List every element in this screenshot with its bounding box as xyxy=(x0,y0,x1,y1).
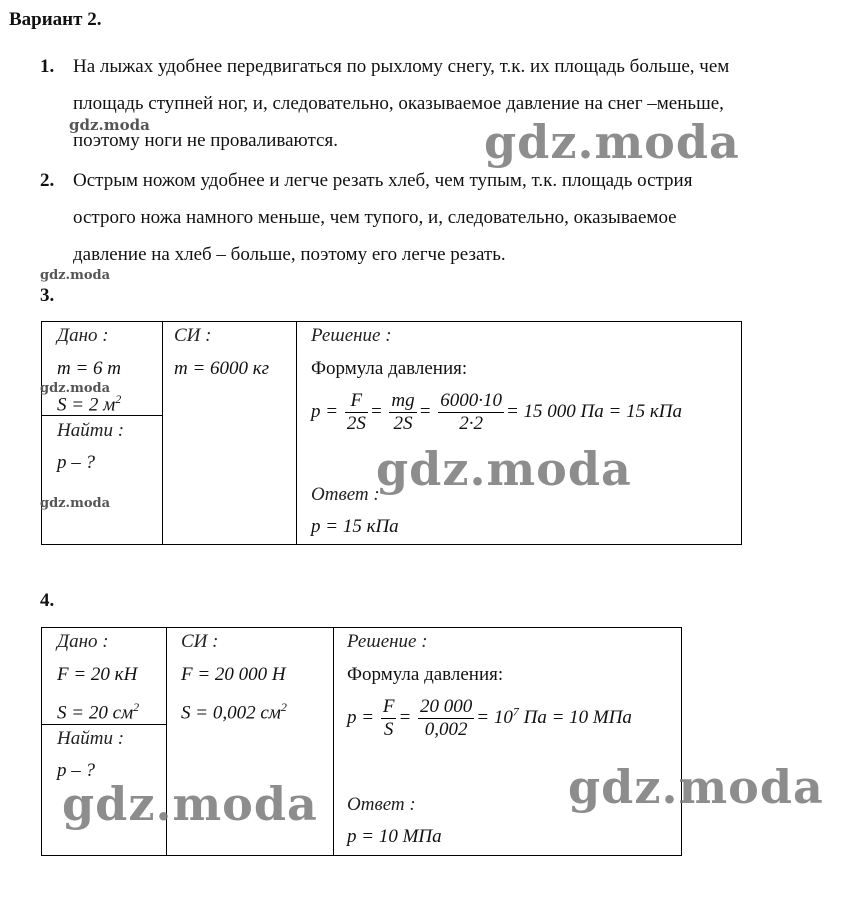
answer-1-line-3: поэтому ноги не проваливаются. xyxy=(73,130,338,151)
problem-4-given-area xyxy=(57,700,139,724)
problem-3-frac-1-den: 2S xyxy=(346,413,366,434)
problem-3-frac-2-num: mg xyxy=(391,390,415,411)
problem-3-answer-label: Ответ : xyxy=(311,484,380,505)
problem-3-dano-label: Дано : xyxy=(57,325,109,346)
problem-4-frac-2-den: 0,002 xyxy=(424,719,468,740)
problem-3-frac-2-den: 2S xyxy=(393,413,413,434)
problem-3-frac-3-den: 2·2 xyxy=(459,413,483,434)
problem-4-si-area-text: S = 0,002 см xyxy=(181,702,281,724)
problem-3-frac-1 xyxy=(345,390,368,435)
answer-1-line-2: площадь ступней ног, и, следовательно, оказываемое давление на снег –меньше, xyxy=(73,93,724,114)
problem-3-si-mass: m = 6000 кг xyxy=(174,358,270,379)
problem-4-answer-label: Ответ : xyxy=(347,794,416,815)
watermark: gdz.moda xyxy=(568,760,824,814)
problem-3-answer: p = 15 кПа xyxy=(311,516,399,537)
answer-1-line-1: На лыжах удобнее передвигаться по рыхлому снегу, т.к. их площадь больше, чем xyxy=(73,56,730,77)
problem-4-formula-label: Формула давления: xyxy=(347,664,504,685)
problem-3-divider xyxy=(296,321,297,544)
watermark: gdz.moda xyxy=(40,496,111,511)
problem-3-result: = 15 000 Па = 15 кПа xyxy=(505,400,682,422)
problem-4-si-area-sup: 2 xyxy=(280,700,287,714)
watermark: gdz.moda xyxy=(376,442,632,496)
problem-3-find-label: Найти : xyxy=(57,420,125,441)
problem-3-divider xyxy=(162,321,163,544)
watermark: gdz.moda xyxy=(40,268,111,283)
problem-4-frac-2-num: 20 000 xyxy=(420,696,473,717)
page-title: Вариант 2. xyxy=(9,9,102,30)
problem-4-p: p = xyxy=(347,706,375,728)
problem-4-si-label: СИ : xyxy=(181,631,219,652)
problem-4-frac-1 xyxy=(381,696,397,741)
problem-4-frac-2 xyxy=(418,696,474,741)
problem-3-frac-1-num: F xyxy=(345,390,368,413)
problem-4-result-sup: 7 xyxy=(512,704,519,719)
problem-3-given-area-text: S = 2 м xyxy=(57,394,116,416)
problem-4-given-area-text: S = 20 см xyxy=(57,702,134,724)
problem-4-si-force: F = 20 000 Н xyxy=(181,664,286,685)
answer-1-number: 1. xyxy=(40,56,55,77)
problem-4-given-area-sup: 2 xyxy=(133,700,140,714)
problem-4-si-area xyxy=(181,700,287,724)
problem-4-frac-1-den: S xyxy=(383,719,394,740)
problem-3-formula: p = $\frac{F}{2S}$ = $\frac{mg}{2S}$ = $\frac{6000\cdot 10}{2\cdot 2}$ = 15 000 Па = 15 кПа xyxy=(311,390,682,434)
problem-4-solution-label: Решение : xyxy=(347,631,428,652)
problem-4-number: 4. xyxy=(40,590,55,611)
answer-2-number: 2. xyxy=(40,170,55,191)
problem-3-formula-label: Формула давления: xyxy=(311,358,468,379)
problem-3-solution-label: Решение : xyxy=(311,325,392,346)
problem-4-dano-label: Дано : xyxy=(57,631,109,652)
answer-2-line-1: Острым ножом удобнее и легче резать хлеб, чем тупым, т.к. площадь острия xyxy=(73,170,693,191)
problem-3-given-mass: m = 6 т xyxy=(57,358,122,379)
watermark: gdz.moda xyxy=(40,381,111,396)
problem-4-answer: p = 10 МПа xyxy=(347,826,442,847)
problem-4-find: p – ? xyxy=(57,760,95,781)
problem-4-result-post: Па = 10 МПа xyxy=(518,706,632,728)
problem-3-find: p – ? xyxy=(57,452,95,473)
problem-4-formula: p = $\frac{F}{S}$ = $\frac{20 000}{0,002}$ = $10^7$ Па = 10 МПа xyxy=(347,696,632,740)
problem-3-frac-3-num: 6000·10 xyxy=(440,390,502,411)
problem-3-p: p = xyxy=(311,400,339,422)
problem-4-result-pre: = 10 xyxy=(476,706,513,728)
problem-4-divider xyxy=(333,627,334,855)
watermark: gdz.moda xyxy=(484,115,740,169)
answer-2-line-2: острого ножа намного меньше, чем тупого, и, следовательно, оказываемое xyxy=(73,207,677,228)
problem-4-given-force: F = 20 кН xyxy=(57,664,138,685)
watermark: gdz.moda xyxy=(62,777,318,831)
problem-4-find-label: Найти : xyxy=(57,728,125,749)
problem-3-frac-3 xyxy=(438,390,504,435)
watermark: gdz.moda xyxy=(69,116,150,134)
problem-3-given-area-sup: 2 xyxy=(115,392,122,406)
problem-3-frac-2 xyxy=(389,390,416,435)
problem-3-si-label: СИ : xyxy=(174,325,212,346)
problem-4-frac-1-num: F xyxy=(382,696,395,717)
answer-2-line-3: давление на хлеб – больше, поэтому его легче резать. xyxy=(73,244,506,265)
problem-3-number: 3. xyxy=(40,285,55,306)
